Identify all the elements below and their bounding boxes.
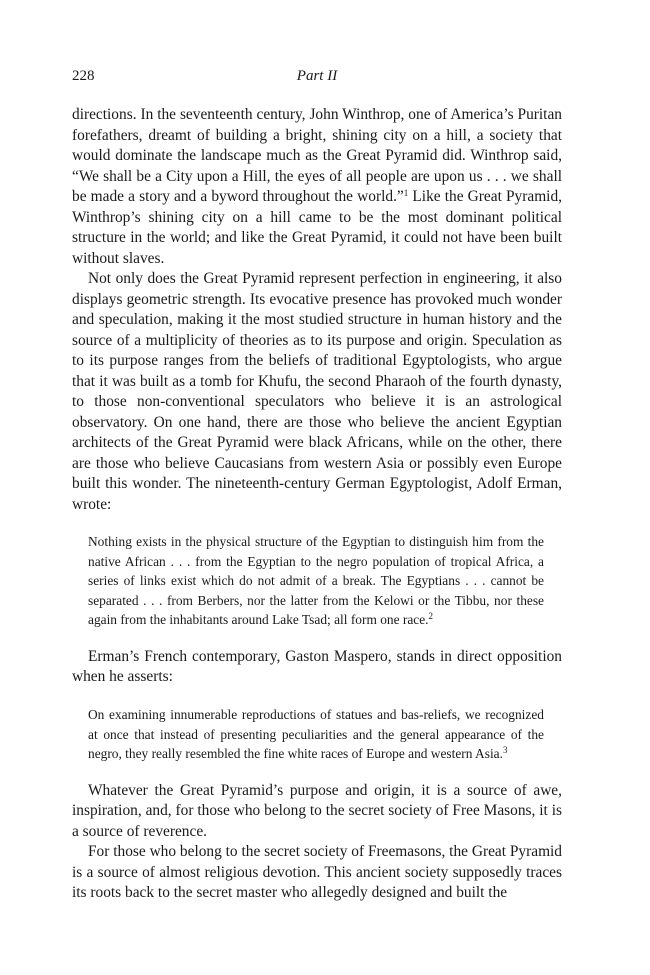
block-quote-erman [88,532,544,630]
running-head: Part II [296,68,338,84]
page-number: 228 [72,68,95,84]
quote-text: On examining innumerable reproductions of statues and bas-reliefs, we recognized at once that instead of presenting peculiarities and the general appearance of the negro, they really resembled the fine white races of Europe and western Asia. [88,706,544,762]
paragraph-text-continued: Like the Great Pyramid, Winthrop’s shining city on a hill came to be the most dominant political structure in the world; and like the Great Pyramid, it could not have been built without slaves. [72,188,562,267]
footnote-ref-3: 3 [502,745,508,756]
paragraph-awe: Whatever the Great Pyramid’s purpose and origin, it is a source of awe, inspiration, and, for those who belong to the secret society of Free Masons, it is a source of reverence. [72,781,562,840]
body-text [72,105,562,904]
quote-text: Nothing exists in the physical structure of the Egyptian to distinguish him from the native African . . . from the Egyptian to the negro population of tropical Africa, a series of links exist which do not admit of a break. The Egyptians . . . cannot be separated . . . from Berbers, nor the latter from the Kelowi or the Tibbu, nor these again from the inhabitants around Lake Tsad; all form one race. [88,534,544,628]
page-header [72,68,562,88]
paragraph-text: directions. In the seventeenth century, John Winthrop, one of America’s Puritan forefathers, dreamt of building a bright, shining city on a hill, a society that would dominate the landscape much as the Great Pyramid did. Winthrop said, “We shall be a City upon a Hill, the eyes of all people are upon us . . . we shall be made a story and a byword throughout the world.” [72,106,562,205]
block-quote-maspero [88,705,544,764]
paragraph-freemasons: For those who belong to the secret society of Freemasons, the Great Pyramid is a source of almost religious devotion. This ancient society supposedly traces its roots back to the secret master who allegedly designed and built the [72,843,563,902]
paragraph-maspero: Erman’s French contemporary, Gaston Maspero, stands in direct opposition when he asserts: [72,647,562,686]
footnote-ref-2: 2 [428,611,434,622]
paragraph-great-pyramid: Not only does the Great Pyramid represent perfection in engineering, it also displays geometric strength. Its evocative presence has provoked much wonder and speculation, making it the most studied structure in human history and the source of a multiplicity of theories as to its purpose and origin. Speculation as to its purpose ranges from the beliefs of traditional Egyptologists, who argue that it was built as a tomb for Khufu, the second Pharaoh of the fourth dynasty, to those non-conventional speculators who believe it is an astrological observatory. On one hand, there are those who believe the ancient Egyptian architects of the Great Pyramid were black Africans, while on the other, there are those who believe Caucasians from western Asia or possibly even Europe built this wonder. The nineteenth-century German Egyptologist, Adolf Erman, wrote: [72,270,562,513]
footnote-ref-1: 1 [403,188,409,198]
paragraph-winthrop [72,105,562,269]
